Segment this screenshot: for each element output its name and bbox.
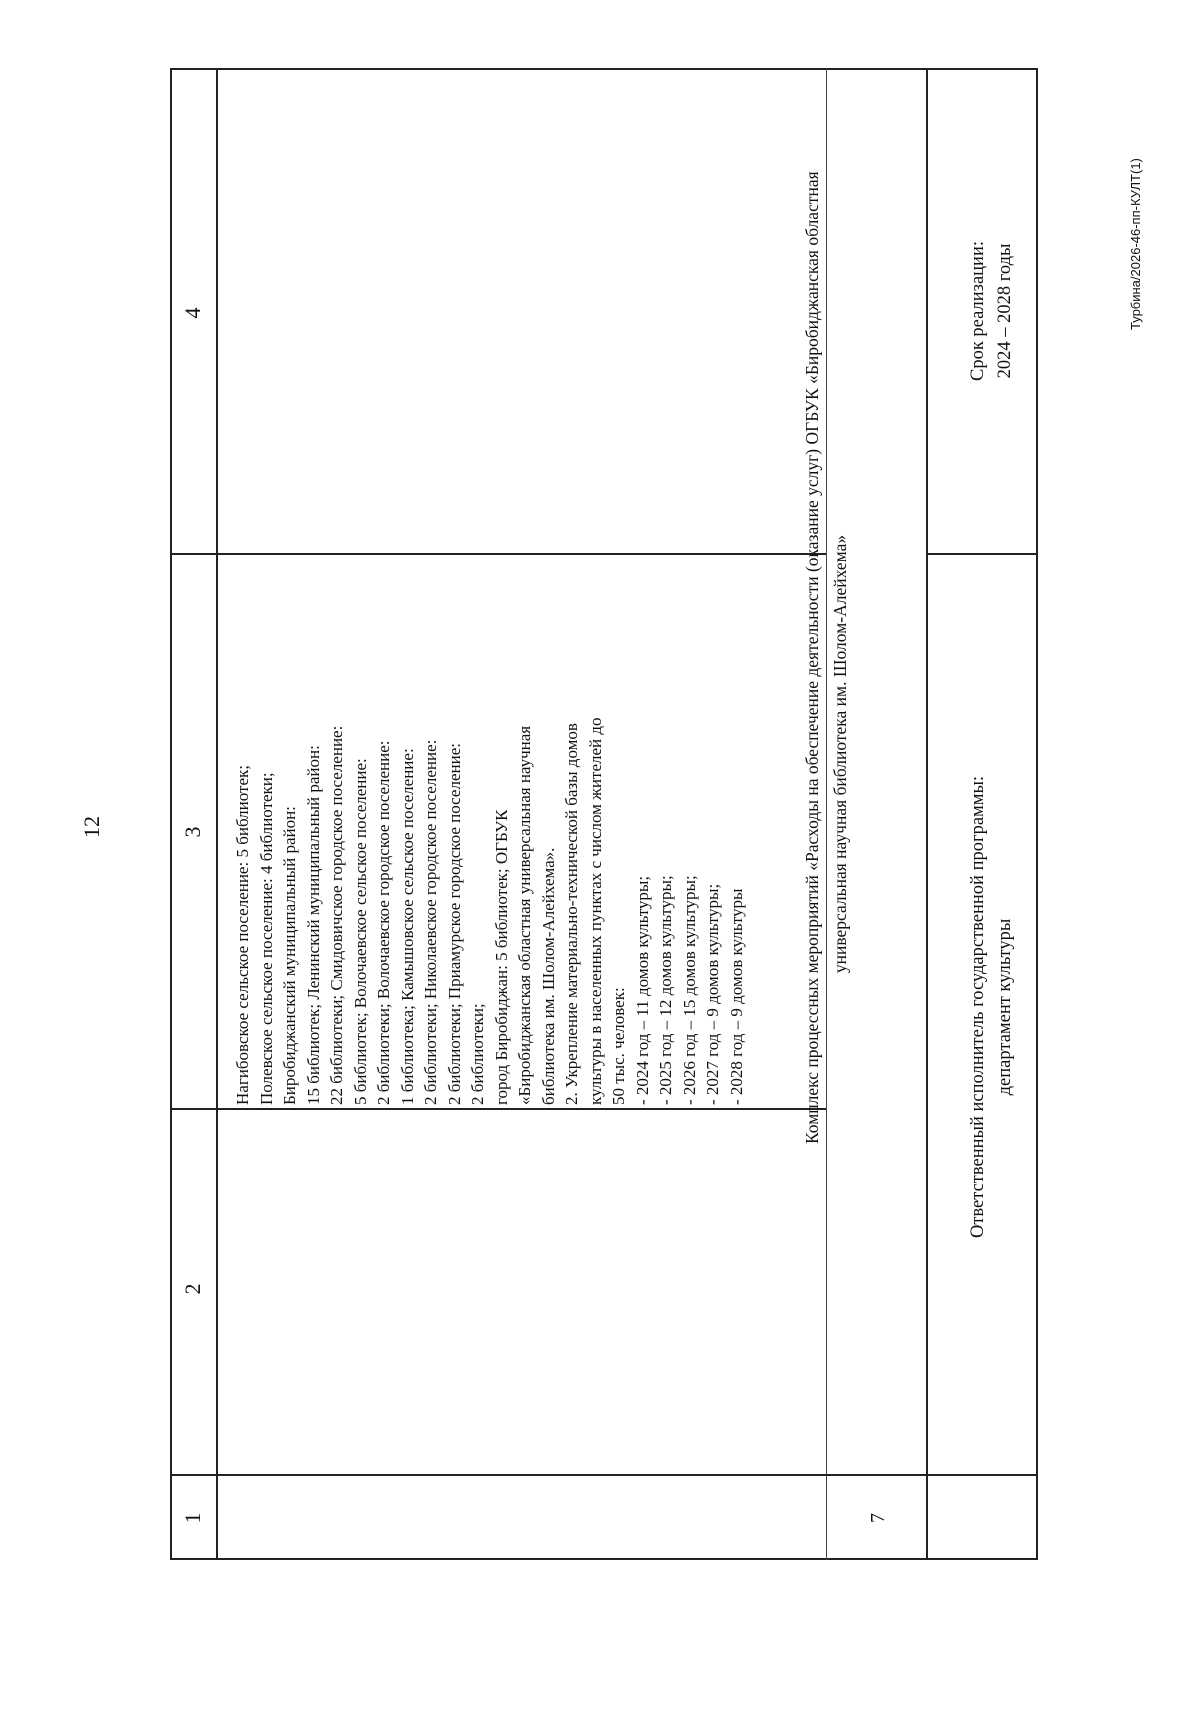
activity-description-line: 22 библиотеки; Смидовичское городское поселение: [327,725,346,1105]
activity-description-line: - 2026 год – 15 домов культуры; [679,875,699,1105]
table-border-right [1036,68,1038,1560]
activity-description-line: «Биробиджанская областная универсальная научная [515,725,534,1105]
responsible-executor-line-2: департамент культуры [995,918,1015,1096]
activity-description-line: 2 библиотеки; Николаевское городское поселение: [421,739,440,1105]
activity-description-line: культуры в населенных пунктах с числом жителей до [585,717,605,1105]
file-stamp: Турбина/2026-46-пп-КУЛТ(1) [1128,158,1143,330]
implementation-period-line-2: 2024 – 2028 годы [995,243,1015,379]
row7-separator-bottom [926,68,928,1560]
activity-description-line: 2. Укрепление материально-технической базы домов [562,723,581,1105]
header-row-separator [216,68,218,1560]
responsible-separator [926,553,1036,555]
row-number-7: 7 [867,1513,889,1523]
activity-description-line: - 2024 год – 11 домов культуры; [632,875,652,1105]
activity-description-line: 2 библиотеки; Волочаевское городское поселение: [374,740,393,1105]
col1-col2-separator [170,1474,1038,1476]
process-complex-line-2: универсальная научная библиотека им. Шолом-Алейхема» [830,534,850,974]
activity-description-line: Полевское сельское поселение: 4 библиотеки; [256,772,276,1105]
activity-description-line: 50 тыс. человек: [609,987,628,1105]
page-number: 12 [79,816,104,838]
column-header-3: 3 [180,826,205,838]
table-border-top [170,68,1038,70]
activity-description-line: - 2028 год – 9 домов культуры [726,888,746,1105]
col2-col3-separator [170,1108,826,1110]
table-border-bottom [170,1558,1038,1560]
activity-description-line: - 2027 год – 9 домов культуры; [703,883,722,1105]
column-header-4: 4 [180,307,205,319]
activity-description-line: город Биробиджан: 5 библиотек; ОГБУК [491,809,511,1105]
implementation-period [965,201,1019,421]
process-complex-title [798,171,854,1144]
activity-description-line: 15 библиотек; Ленинский муниципальный район: [303,745,323,1105]
activity-description-line: - 2025 год – 12 домов культуры; [656,875,675,1105]
activity-description-line: 5 библиотек; Волочаевское сельское поселение: [350,758,370,1105]
implementation-period-line-1: Срок реализации: [968,241,988,382]
activity-description-line: 2 библиотеки; Приамурское городское поселение: [444,743,464,1105]
responsible-executor [965,747,1019,1267]
column-header-1: 1 [180,1512,205,1524]
activity-description-line: 2 библиотеки; [468,1003,487,1105]
process-complex-line-1: Комплекс процессных мероприятий «Расходы на обеспечение деятельности (оказание услуг) ОГБУК «Биробиджанская областная [802,171,822,1144]
activity-description-line: библиотека им. Шолом-Алейхема». [538,847,558,1105]
activity-description-cell [231,585,751,1105]
activity-description-line: 1 библиотека; Камышовское сельское поселение: [397,748,417,1105]
column-header-2: 2 [180,1283,205,1295]
activity-description-line: Биробиджанский муниципальный район: [280,806,299,1105]
activity-description-line: Нагибовское сельское поселение: 5 библиотек; [233,765,252,1105]
col3-col4-separator [170,553,826,555]
table-border-left [170,68,172,1560]
responsible-executor-line-1: Ответственный исполнитель государственной программы: [968,775,988,1239]
